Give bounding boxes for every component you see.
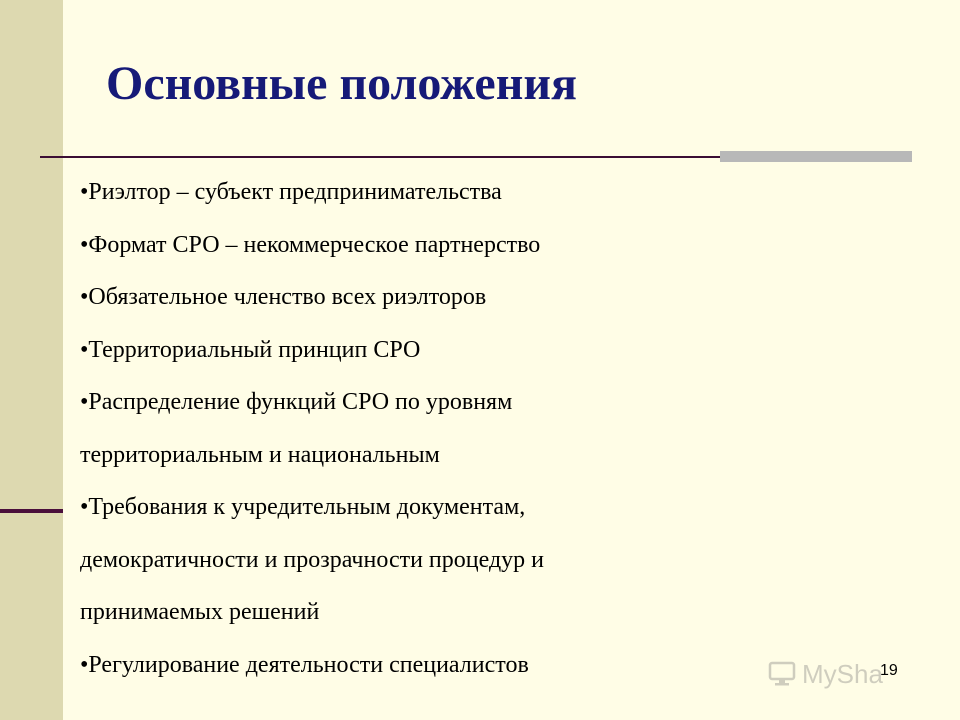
bullet-line: •Территориальный принцип СРО <box>80 336 421 363</box>
bullet-line: •Обязательное членство всех риэлторов <box>80 284 487 310</box>
bullet-line: •Риэлтор – субъект предпринимательства <box>80 179 502 205</box>
bullet-line: •Распределение функций СРО по уровням <box>80 389 513 415</box>
bullet-line: демократичности и прозрачности процедур и <box>80 546 545 573</box>
watermark-text: MySha <box>802 658 883 689</box>
bullet-line: территориальным и национальным <box>80 441 440 468</box>
monitor-icon <box>768 661 798 687</box>
bullet-list <box>80 166 780 691</box>
slide-title: Основные положения <box>106 57 577 110</box>
side-band <box>0 0 63 720</box>
bullet-line: •Требования к учредительным документам, <box>80 494 526 520</box>
page-number: 19 <box>880 662 898 679</box>
bullet-line: принимаемых решений <box>80 599 320 625</box>
bullet-line: •Регулирование деятельности специалистов <box>80 651 529 678</box>
bullet-line: •Формат СРО – некоммерческое партнерство <box>80 231 541 258</box>
title-divider-accent <box>720 151 912 162</box>
side-band-accent <box>0 509 63 513</box>
